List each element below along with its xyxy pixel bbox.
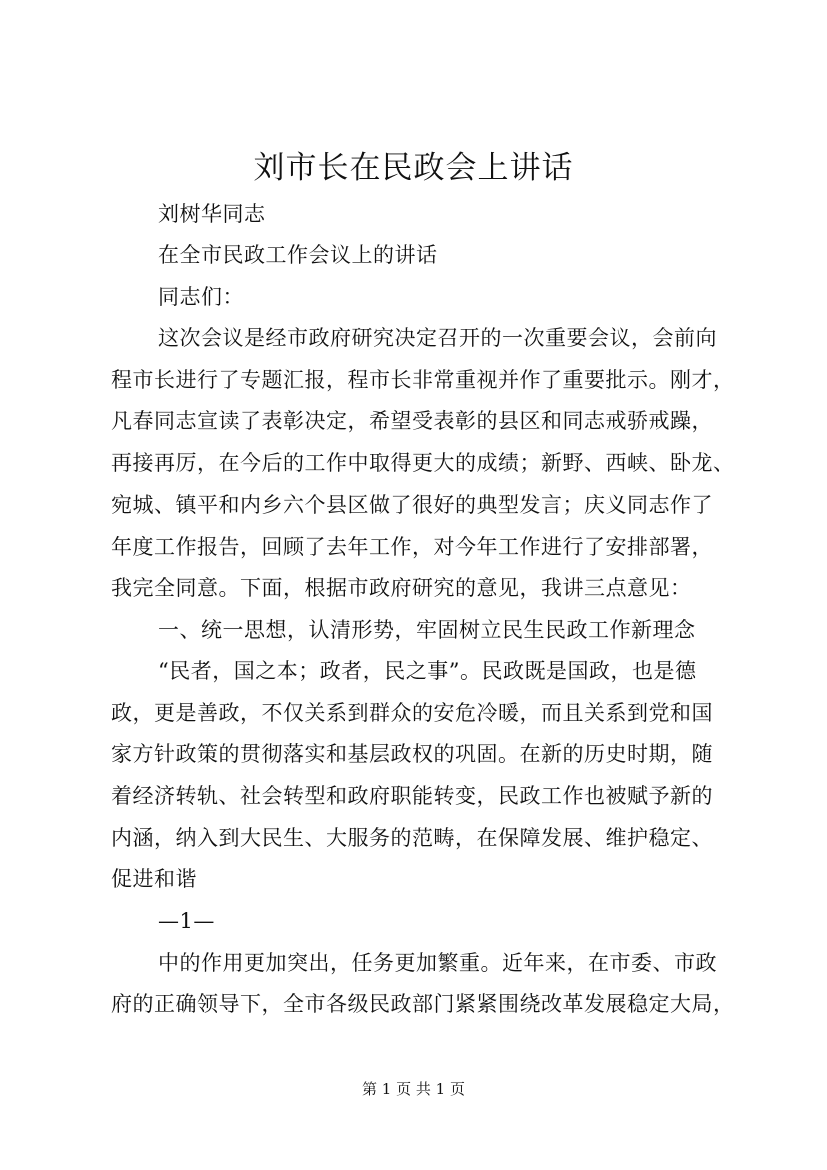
inline-page-number: —1— bbox=[158, 909, 215, 933]
page-footer: 第 1 页 共 1 页 bbox=[362, 1080, 465, 1098]
text-line: 政，更是善政，不仅关系到群众的安危冷暖，而且关系到党和国 bbox=[111, 701, 713, 725]
text-line: 促进和谐 bbox=[111, 867, 197, 891]
text-line: 着经济转轨、社会转型和政府职能转变，民政工作也被赋予新的 bbox=[111, 784, 713, 808]
text-line: 宛城、镇平和内乡六个县区做了很好的典型发言；庆义同志作了 bbox=[111, 493, 713, 517]
text-line: 刘树华同志 bbox=[158, 202, 266, 226]
text-line: 程市长进行了专题汇报，程市长非常重视并作了重要批示。刚才， bbox=[111, 368, 735, 392]
document-title: 刘市长在民政会上讲话 bbox=[253, 150, 574, 186]
text-line: 再接再厉，在今后的工作中取得更大的成绩；新野、西峡、卧龙、 bbox=[111, 451, 735, 475]
text-line: 府的正确领导下，全市各级民政部门紧紧围绕改革发展稳定大局， bbox=[111, 992, 735, 1016]
text-line: “民者，国之本；政者，民之事”。民政既是国政，也是德 bbox=[158, 659, 697, 683]
text-line: 凡春同志宣读了表彰决定，希望受表彰的县区和同志戒骄戒躁， bbox=[111, 409, 713, 433]
text-line: 年度工作报告，回顾了去年工作，对今年工作进行了安排部署， bbox=[111, 535, 713, 559]
text-line: 同志们： bbox=[158, 285, 244, 309]
text-line: 这次会议是经市政府研究决定召开的一次重要会议，会前向 bbox=[158, 326, 717, 350]
section-heading: 一、统一思想，认清形势，牢固树立民生民政工作新理念 bbox=[158, 618, 696, 642]
text-line: 家方针政策的贯彻落实和基层政权的巩固。在新的历史时期，随 bbox=[111, 742, 713, 766]
text-line: 在全市民政工作会议上的讲话 bbox=[158, 243, 438, 267]
text-line: 中的作用更加突出，任务更加繁重。近年来，在市委、市政 bbox=[158, 951, 717, 975]
text-line: 内涵，纳入到大民生、大服务的范畴，在保障发展、维护稳定、 bbox=[111, 826, 713, 850]
text-line: 我完全同意。下面，根据市政府研究的意见，我讲三点意见： bbox=[111, 576, 692, 600]
